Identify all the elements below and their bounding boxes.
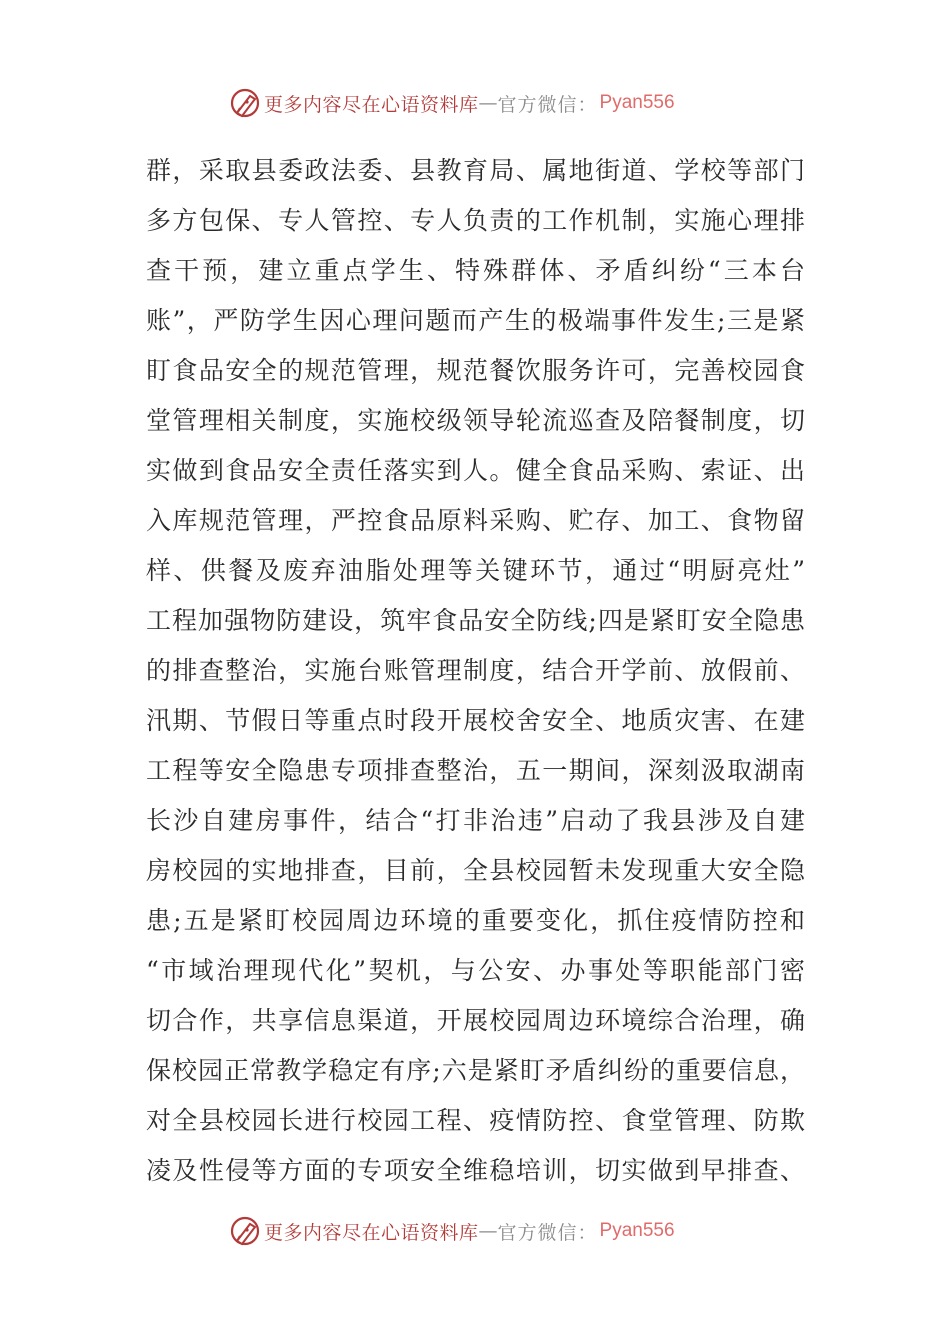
body-line: 工程等安全隐患专项排查整治，五一期间，深刻汲取湖南 <box>146 756 806 785</box>
banner-wechat-label: 官方微信： <box>497 93 598 116</box>
body-line: 汛期、节假日等重点时段开展校舍安全、地质灾害、在建 <box>146 706 806 735</box>
body-line: 入库规范管理，严控食品原料采购、贮存、加工、食物留 <box>146 506 806 535</box>
body-line: 对全县校园长进行校园工程、疫情防控、食堂管理、防欺 <box>146 1106 806 1135</box>
banner-dash: — <box>478 1220 498 1242</box>
banner-dash: — <box>478 92 498 114</box>
banner-slogan: 更多内容尽在心语资料库 <box>264 93 479 116</box>
banner-slogan: 更多内容尽在心语资料库 <box>264 1221 479 1244</box>
pen-nib-logo-icon <box>228 1214 262 1248</box>
body-line: 多方包保、专人管控、专人负责的工作机制，实施心理排 <box>146 206 806 235</box>
body-line: 样、供餐及废弃油脂处理等关键环节，通过“明厨亮灶” <box>146 556 806 585</box>
body-line: 账”，严防学生因心理问题而产生的极端事件发生;三是紧 <box>146 306 806 335</box>
body-line: 实做到食品安全责任落实到人。健全食品采购、索证、出 <box>146 456 806 485</box>
pen-nib-logo-icon <box>228 86 262 120</box>
body-line: 查干预，建立重点学生、特殊群体、矛盾纠纷“三本台 <box>146 256 806 285</box>
body-line: 长沙自建房事件，结合“打非治违”启动了我县涉及自建 <box>146 806 806 835</box>
body-line: 工程加强物防建设，筑牢食品安全防线;四是紧盯安全隐患 <box>146 606 806 635</box>
banner-wechat-label: 官方微信： <box>497 1221 598 1244</box>
body-line: 患;五是紧盯校园周边环境的重要变化，抓住疫情防控和 <box>146 906 806 935</box>
banner-wechat-id: Pyan556 <box>599 92 675 113</box>
body-line: 保校园正常教学稳定有序;六是紧盯矛盾纠纷的重要信息， <box>146 1056 806 1085</box>
body-line: 堂管理相关制度，实施校级领导轮流巡查及陪餐制度，切 <box>146 406 806 435</box>
body-line: “市域治理现代化”契机，与公安、办事处等职能部门密 <box>146 956 806 985</box>
banner-wechat-id: Pyan556 <box>599 1220 675 1241</box>
footer-banner <box>228 1214 748 1248</box>
body-line: 切合作，共享信息渠道，开展校园周边环境综合治理，确 <box>146 1006 806 1035</box>
body-line: 盯食品安全的规范管理，规范餐饮服务许可，完善校园食 <box>146 356 806 385</box>
header-banner <box>228 86 748 120</box>
body-line: 的排查整治，实施台账管理制度，结合开学前、放假前、 <box>146 656 806 685</box>
body-line: 群，采取县委政法委、县教育局、属地街道、学校等部门 <box>146 156 806 185</box>
body-text <box>146 146 806 1196</box>
body-line: 凌及性侵等方面的专项安全维稳培训，切实做到早排查、 <box>146 1156 806 1185</box>
body-line: 房校园的实地排查，目前，全县校园暂未发现重大安全隐 <box>146 856 806 885</box>
